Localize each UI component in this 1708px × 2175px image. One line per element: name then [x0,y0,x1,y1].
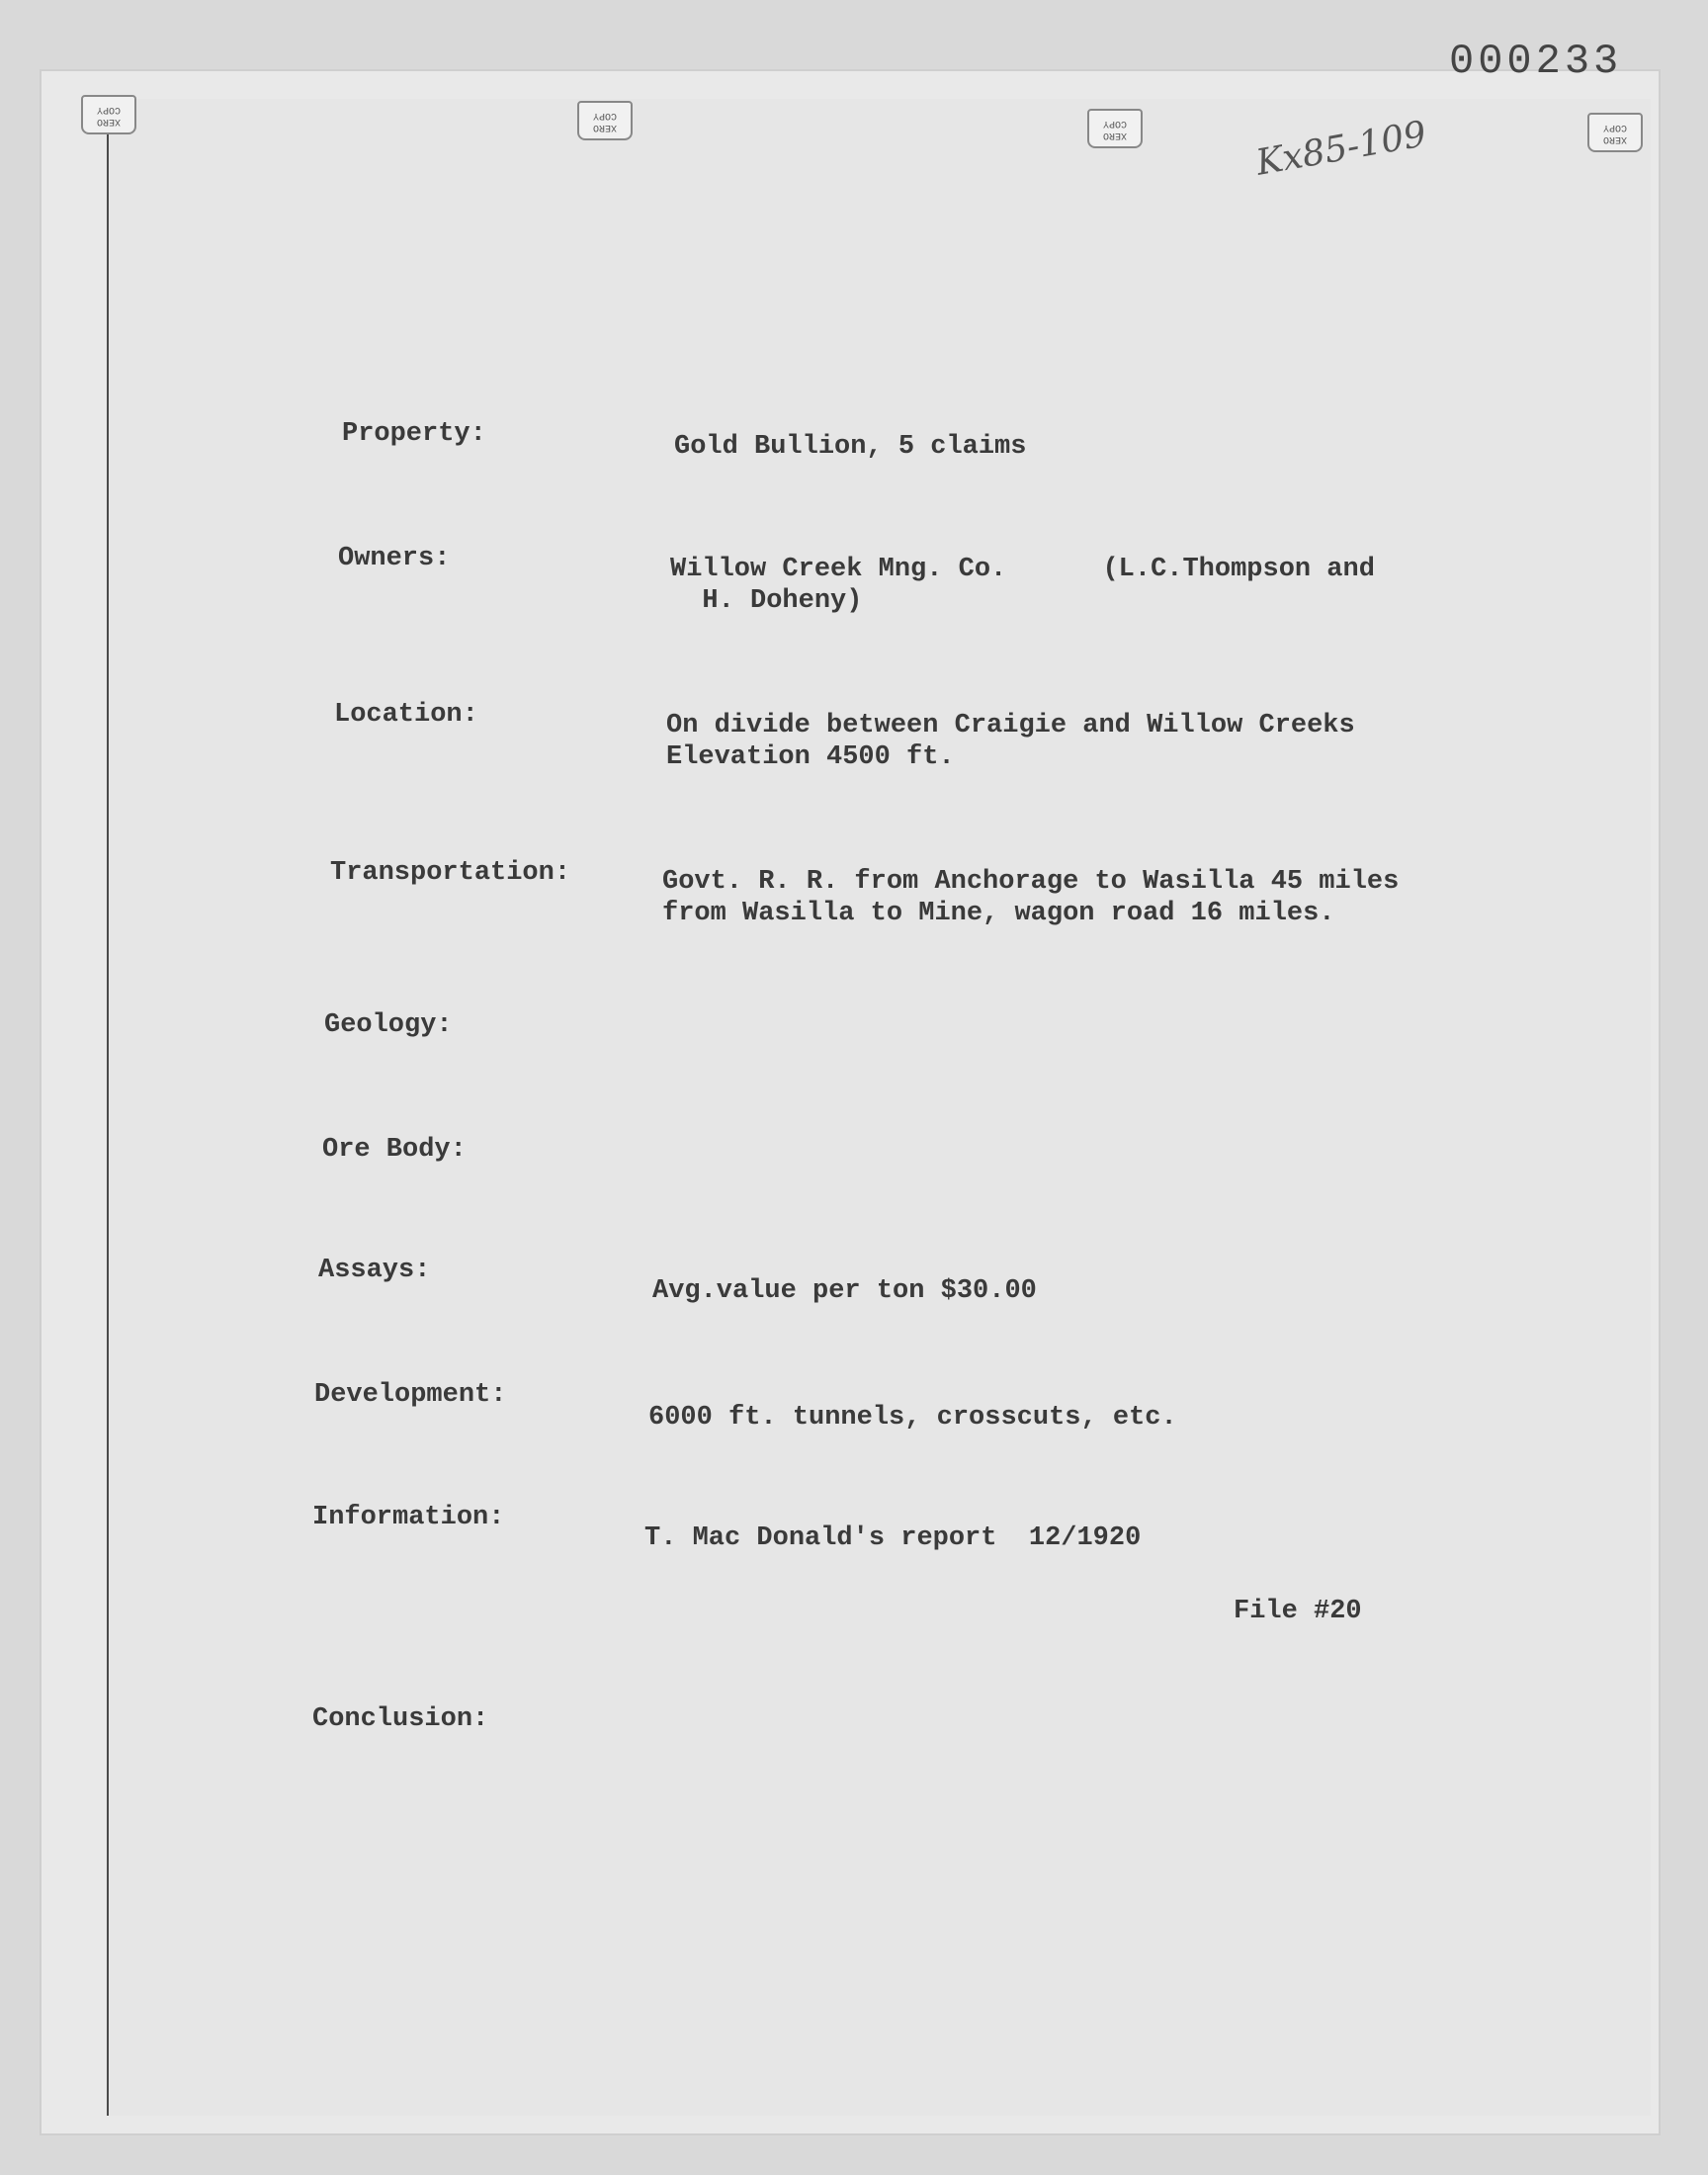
xero-copy-tab: XERO COPY [1087,109,1143,148]
field-value-assays: Avg.value per ton $30.00 [652,1276,1037,1306]
field-value-owners: Willow Creek Mng. Co. (L.C.Thompson and H. Doheny) [670,555,1375,616]
field-label-conclusion: Conclusion: [312,1704,489,1734]
field-value-information: T. Mac Donald's report 12/1920 [644,1523,1142,1553]
document-number: 000233 [1449,38,1623,85]
field-label-transportation: Transportation: [330,858,571,888]
paper-sheet [40,69,1661,2135]
field-label-assays: Assays: [318,1256,431,1285]
field-value-location: On divide between Craigie and Willow Creeks Elevation 4500 ft. [666,711,1355,772]
xero-copy-tab: XERO COPY [1587,113,1643,152]
inner-page [107,99,1651,2116]
field-label-owners: Owners: [338,544,451,573]
file-reference: File #20 [1234,1597,1362,1626]
field-value-development: 6000 ft. tunnels, crosscuts, etc. [648,1403,1177,1433]
field-label-development: Development: [314,1380,507,1410]
handwritten-reference: Kx85-109 [1252,114,1430,184]
field-label-information: Information: [312,1503,505,1532]
field-label-property: Property: [342,419,486,449]
xero-copy-tab: XERO COPY [577,101,633,140]
xero-copy-tab: XERO COPY [81,95,136,134]
field-value-property: Gold Bullion, 5 claims [674,432,1027,462]
field-value-transportation: Govt. R. R. from Anchorage to Wasilla 45 miles from Wasilla to Mine, wagon road 16 miles. [662,867,1400,928]
field-label-location: Location: [334,700,478,730]
field-label-ore-body: Ore Body: [322,1135,467,1165]
field-label-geology: Geology: [324,1010,453,1040]
